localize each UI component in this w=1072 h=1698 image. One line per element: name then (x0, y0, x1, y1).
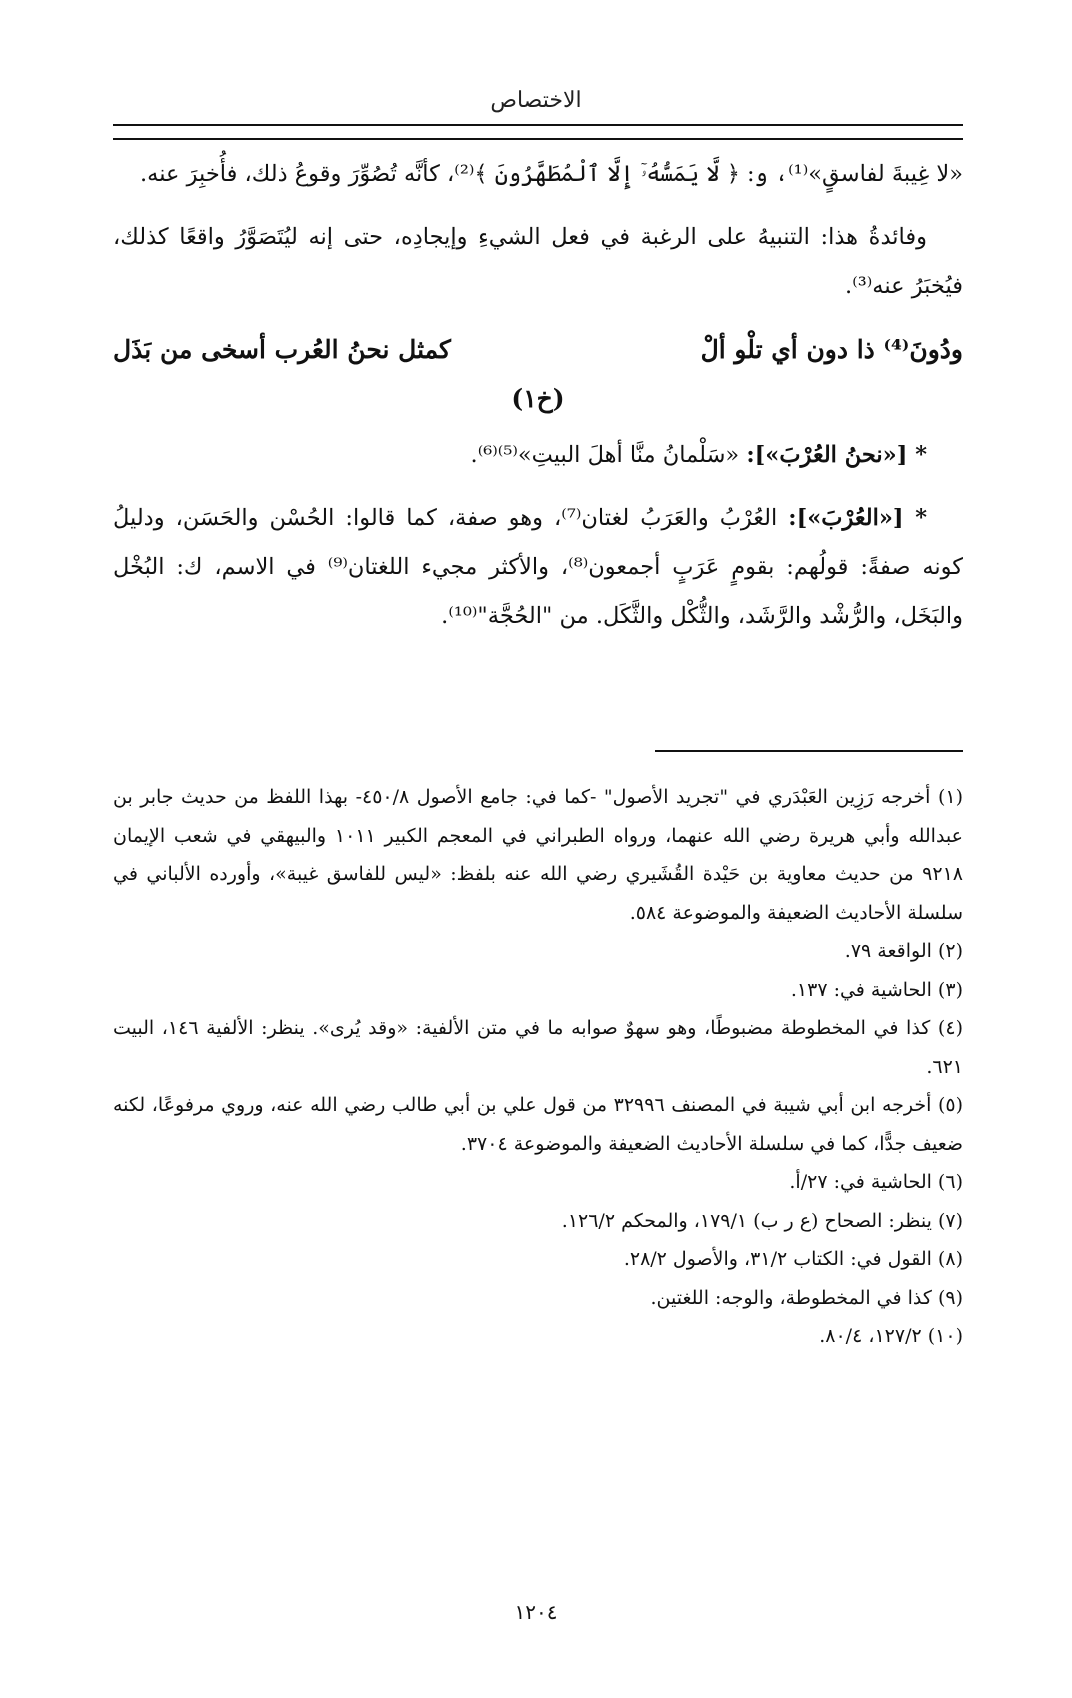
paragraph-2: وفائدةُ هذا: التنبيهُ على الرغبة في فعل الشيءِ وإيجادِه، حتى إنه ليُتَصَوَّرُ واقعًا كذلك، فيُخبَرُ عنه⁽³⁾. (113, 224, 963, 299)
footnote-separator (655, 750, 963, 752)
footnote-1: (١) أخرجه رَزِين العَبْدَري في "تجريد الأصول" -كما في: جامع الأصول ٤٥٠/٨- بهذا اللفظ من حديث جابر بن عبدالله وأبي هريرة رضي الله عنهما، ورواه الطبراني في المعجم الكبير ١٠١١ والبيهقي في شعب الإيمان ٩٢١٨ من حديث معاوية بن حَيْدة القُشَيري رضي الله عنه بلفظ: «ليس للفاسق غيبة»، وأورده الألباني في سلسلة الأحاديث الضعيفة والموضوعة ٥٨٤. (113, 786, 963, 924)
footnotes (113, 778, 963, 1356)
gloss-item-2 (113, 494, 963, 641)
footnote-9: (٩) كذا في المخطوطة، والوجه: اللغتين. (650, 1286, 963, 1309)
gloss-item-1 (113, 431, 963, 480)
footnote-5: (٥) أخرجه ابن أبي شيبة في المصنف ٣٢٩٩٦ من قول علي بن أبي طالب رضي الله عنه، وروي مرفوعًا، لكنه ضعيف جدًّا، كما في سلسلة الأحاديث الضعيفة والموضوعة ٣٧٠٤. (113, 1094, 963, 1155)
gloss-text-2: العُرْبُ والعَرَبُ لغتان⁽⁷⁾، وهو صفة، كما قالوا: الحُسْن والحَسَن، ودليلُ كونه صفةً: قولُهم: بقومٍ عَرَبٍ أجمعون⁽⁸⁾، والأكثر مجيء اللغتان⁽⁹⁾ في الاسم، ك: البُخْل والبَخَل، والرُّشْد والرَّشَد، والثُّكْل والثَّكَل. من "الحُجَّة"⁽¹⁰⁾. (113, 505, 963, 629)
footnote-3: (٣) الحاشية في: ١٣٧. (790, 978, 963, 1001)
header-rule-thin (113, 138, 963, 140)
footnote-8: (٨) القول في: الكتاب ٣١/٢، والأصول ٢٨/٢. (623, 1248, 963, 1270)
paragraph-1: «لا غِيبةَ لفاسقٍ»⁽¹⁾، و: ﴿ لَّا يَمَسُّهُۥٓ إِلَّا ٱلْمُطَهَّرُونَ ﴾⁽²⁾، كأنَّه تُصُوِّرَ وقوعُ ذلك، فأُخبِرَ عنه. (140, 161, 963, 187)
verse-hemistich-right: ودُونَ⁽⁴⁾ ذا دون أي تلْو ألْ (700, 335, 963, 364)
gloss-head-2: * [«العُرْبَ»]: (788, 505, 928, 531)
verse-hemistich-left: كمثل نحنُ العُرب أسخى من بَذَل (113, 335, 451, 364)
running-head: الاختصاص (490, 88, 582, 113)
verse-reference: (خ١) (511, 384, 565, 413)
verse-line (113, 325, 963, 374)
footnote-2: (٢) الواقعة ٧٩. (844, 940, 963, 962)
footnote-6: (٦) الحاشية في: ٢٧/أ. (789, 1171, 963, 1193)
page-number: ١٢٠٤ (514, 1600, 558, 1624)
header-rule-thick (113, 124, 963, 126)
footnote-10: (١٠) ١٢٧/٢، ٨٠/٤. (819, 1325, 963, 1347)
gloss-head-1: * [«نحنُ العُرْبَ»]: (746, 442, 927, 468)
footnote-4: (٤) كذا في المخطوطة مضبوطًا، وهو سهوٌ صوابه ما في متن الألفية: «وقد يُرى». ينظر: الألفية ١٤٦، البيت ٦٢١. (113, 1017, 963, 1078)
gloss-text-1: «سَلْمانُ منَّا أهلَ البيتِ»⁽⁵⁾⁽⁶⁾. (470, 442, 747, 468)
footnote-7: (٧) ينظر: الصحاح (ع ر ب) ١٧٩/١، والمحكم ١٢٦/٢. (561, 1209, 963, 1232)
main-text (113, 150, 963, 655)
